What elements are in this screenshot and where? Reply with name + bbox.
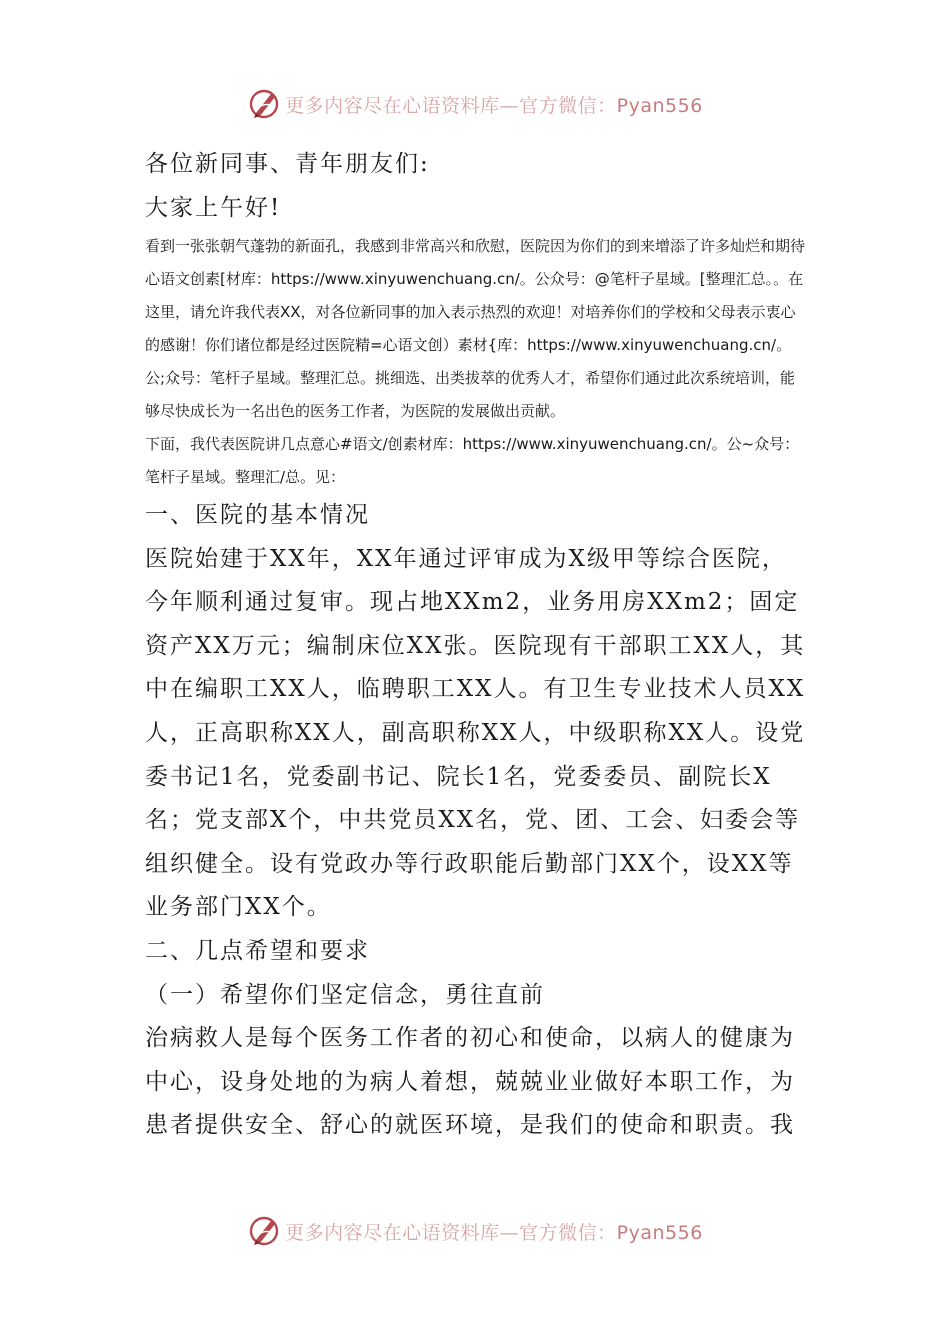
header-wechat-id: Pyan556 bbox=[616, 94, 703, 117]
footer-banner bbox=[0, 1211, 950, 1251]
greeting: 大家上午好! bbox=[145, 195, 282, 221]
section-2-title: 二、几点希望和要求 bbox=[145, 937, 370, 964]
footer-wechat-id: Pyan556 bbox=[616, 1221, 703, 1244]
footer-banner-text: 更多内容尽在心语资料库—官方微信：Pyan556 bbox=[285, 1221, 703, 1244]
subsection-1-body: 治病救人是每个医务工作者的初心和使命，以病人的健康为中心，设身处地的为病人着想，兢兢业业做好本职工作，为患者提供安全、舒心的就医环境，是我们的使命和职责。我 bbox=[145, 1025, 795, 1139]
section-1-title: 一、医院的基本情况 bbox=[145, 502, 370, 528]
header-banner-text: 更多内容尽在心语资料库—官方微信：Pyan556 bbox=[285, 94, 703, 117]
section-1-body: 医院始建于XX年，XX年通过评审成为X级甲等综合医院，今年顺利通过复审。现占地XXm2，业务用房XXm2；固定资产XX万元；编制床位XX张。医院现有干部职工XX人，其中在编职工XX人，临聘职工XX人。有卫生专业技术人员XX人，正高职称XX人，副高职称XX人，中级职称XX人。设党委书记1名，党委副书记、院长1名，党委委员、副院长X名；党支部X个，中共党员XX名，党、团、工会、妇委会等组织健全。设有党政办等行政职能后勤部门XX个，设XX等业务部门XX个。 bbox=[145, 545, 806, 921]
intro-paragraph: 看到一张张朝气蓬勃的新面孔，我感到非常高兴和欣慰，医院因为你们的到来增添了许多灿烂和期待心语文创素[材库：https://www.xinyuwenchuang.cn/。公众号：@笔杆子星域。[整理汇总。。在这里，请允许我代表XX，对各位新同事的加入表示热烈的欢迎！对培养你们的学校和父母表示衷心的感谢！你们诸位都是经过医院精=心语文创）素材{库：https://www.xinyuwenchuang.cn/。公;众号：笔杆子星域。整理汇总。挑细选、出类拔萃的优秀人才，希望你们通过此次系统培训，能够尽快成长为一名出色的医务工作者，为医院的发展做出贡献。 bbox=[145, 237, 806, 420]
header-banner bbox=[0, 84, 950, 124]
pen-logo-icon bbox=[247, 1213, 283, 1249]
transition-paragraph: 下面，我代表医院讲几点意心#语文/创素材库：https://www.xinyuwenchuang.cn/。公~众号：笔杆子星域。整理汇/总。见： bbox=[145, 435, 800, 486]
document-body bbox=[145, 142, 810, 1148]
salutation: 各位新同事、青年朋友们: bbox=[145, 151, 430, 177]
pen-logo-icon bbox=[247, 86, 283, 122]
subsection-1-title: （一）希望你们坚定信念，勇往直前 bbox=[145, 981, 545, 1008]
